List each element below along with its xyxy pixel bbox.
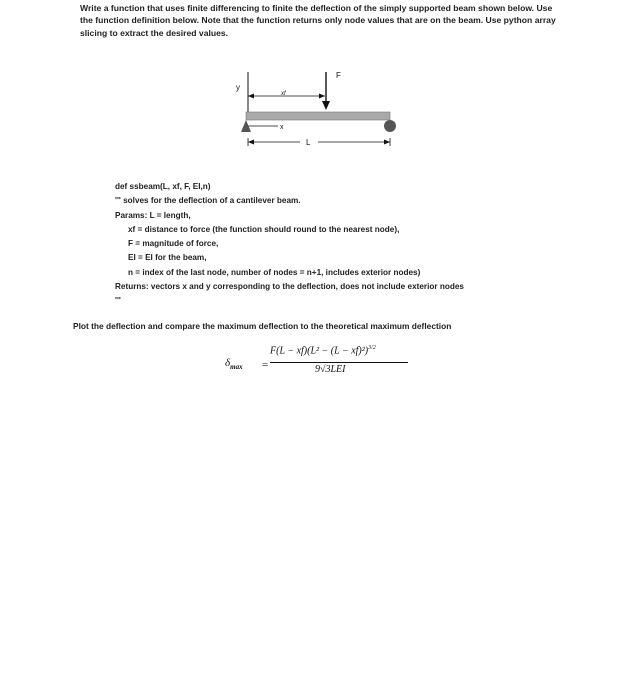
x-label: x xyxy=(280,124,284,131)
code-param-ei: EI = EI for the beam, xyxy=(128,253,207,262)
code-params-head: Params: L = length, xyxy=(115,211,191,220)
code-def-line: def ssbeam(L, xf, F, EI,n) xyxy=(115,182,211,191)
roller-support xyxy=(384,120,396,132)
formula-lhs xyxy=(225,357,243,371)
code-param-xf: xf = distance to force (the function should round to the nearest node), xyxy=(128,225,400,234)
code-returns: Returns: vectors x and y corresponding to the deflection, does not include exterior nodes xyxy=(115,282,464,291)
formula-numerator xyxy=(270,345,376,356)
xf-arrow-left xyxy=(248,94,254,99)
code-param-n: n = index of the last node, number of nodes = n+1, includes exterior nodes) xyxy=(128,268,421,277)
xf-arrow-right xyxy=(319,94,325,99)
problem-intro: Write a function that uses finite differencing to finite the deflection of the simply supported beam shown below. Use the function definition below. Note that the function returns only node values that are on the beam. Use python array slicing to extract the desired values. xyxy=(80,3,556,38)
code-docstring-open: ''' solves for the deflection of a cantilever beam. xyxy=(115,196,301,205)
xf-label: xf xyxy=(281,91,286,97)
code-param-f: F = magnitude of force, xyxy=(128,239,219,248)
l-arrow-right xyxy=(384,140,390,145)
formula-lhs-sub: max xyxy=(230,363,243,372)
l-label: L xyxy=(306,138,311,147)
y-label: y xyxy=(236,83,240,92)
code-docstring-close: ''' xyxy=(115,296,121,305)
formula-numerator-exp: 3/2 xyxy=(368,345,376,351)
force-label: F xyxy=(336,71,341,80)
formula-fraction-bar xyxy=(270,362,408,363)
beam xyxy=(246,112,390,120)
l-arrow-left xyxy=(248,140,254,145)
plot-instruction: Plot the deflection and compare the maximum deflection to the theoretical maximum deflection xyxy=(73,321,452,331)
beam-diagram xyxy=(220,62,420,157)
force-arrow-head xyxy=(322,101,330,110)
formula-delta: δ xyxy=(225,357,231,369)
formula-denominator: 9√3LEI xyxy=(315,364,346,375)
formula-numerator-text: F(L − xf)(L² − (L − xf)²) xyxy=(270,345,369,357)
formula-equals: = xyxy=(262,359,269,371)
